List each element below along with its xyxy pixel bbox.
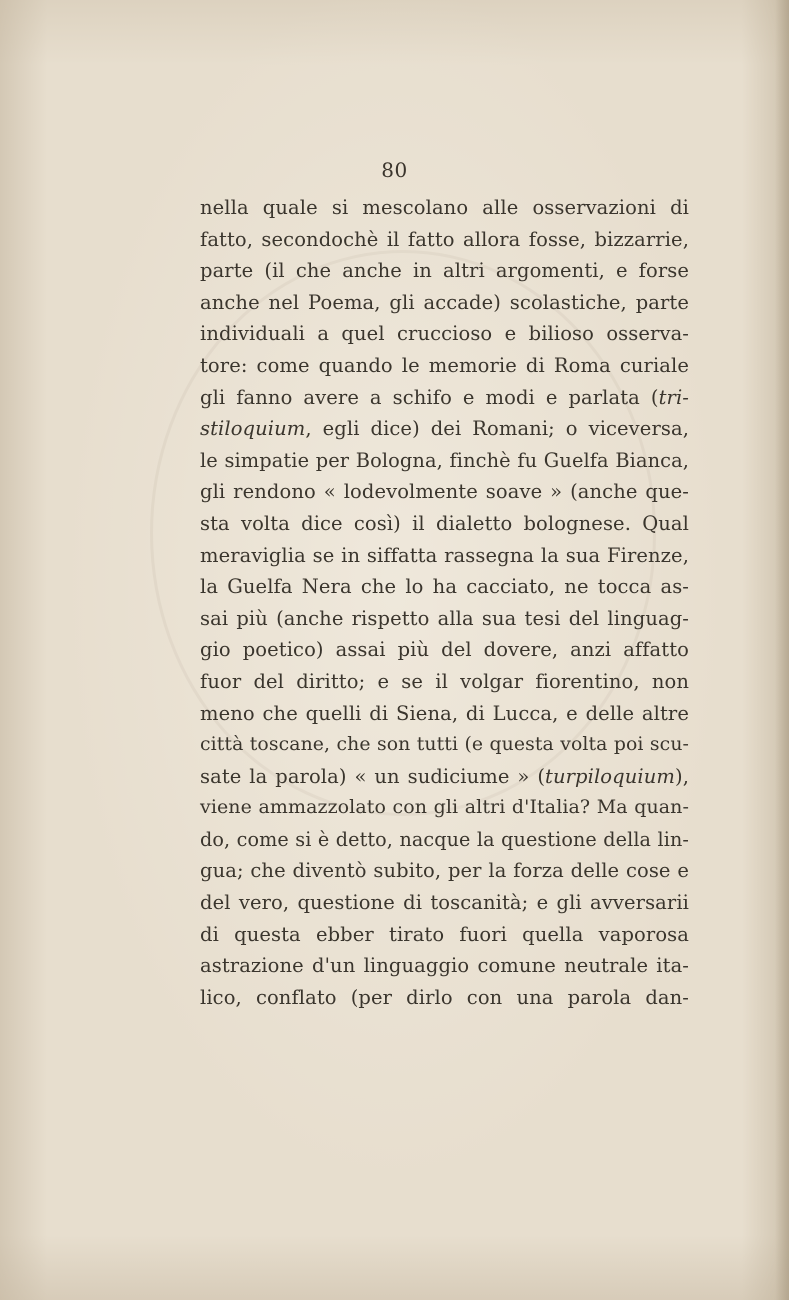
text-line: sate la parola) « un sudiciume » (turpiloquium), [200, 764, 689, 788]
text-line: anche nel Poema, gli accade) scolastiche, parte [200, 290, 689, 314]
text-line: città toscane, che son tutti (e questa volta poi scu- [200, 734, 689, 756]
body-text [200, 192, 689, 1013]
text-line: del vero, questione di toscanità; e gli avversarii [200, 891, 689, 915]
text-line: fatto, secondochè il fatto allora fosse, bizzarrie, [200, 227, 689, 251]
text-line: gua; che diventò subito, per la forza delle cose e [200, 859, 689, 883]
text-line: lico, conflato (per dirlo con una parola dan- [200, 985, 689, 1009]
text-line: nella quale si mescolano alle osservazioni di [200, 196, 689, 219]
text-line: individuali a quel cruccioso e bilioso osserva- [200, 322, 689, 346]
text-line: la Guelfa Nera che lo ha cacciato, ne tocca as- [200, 575, 689, 599]
text-line: gli rendono « lodevolmente soave » (anche que- [200, 480, 689, 504]
text-line: viene ammazzolato con gli altri d'Italia? Ma quan- [200, 796, 689, 819]
text-line: meraviglia se in siffatta rassegna la sua Firenze, [200, 543, 689, 567]
text-line: tore: come quando le memorie di Roma curiale [200, 353, 689, 377]
text-line: gli fanno avere a schifo e modi e parlata (tri- [200, 385, 689, 409]
text-line: fuor del diritto; e se il volgar fiorentino, non [200, 669, 689, 693]
page-edge-shadow [775, 0, 789, 1300]
text-line: parte (il che anche in altri argomenti, e forse [200, 259, 689, 283]
page-number: 80 [381, 158, 408, 182]
text-line: astrazione d'un linguaggio comune neutrale ita- [200, 954, 689, 978]
italic-word: turpiloquium [545, 764, 675, 788]
text-line: sta volta dice così) il dialetto bolognese. Qual [200, 511, 689, 535]
text-line: gio poetico) assai più del dovere, anzi affatto [200, 638, 689, 662]
italic-word: tri- [658, 385, 689, 409]
italic-word: stiloquium [200, 417, 306, 441]
text-line: stiloquium, egli dice) dei Romani; o viceversa, [200, 417, 689, 441]
text-line: le simpatie per Bologna, finchè fu Guelfa Bianca, [200, 448, 689, 472]
text-line: do, come si è detto, nacque la questione della lin- [200, 827, 689, 851]
text-line: meno che quelli di Siena, di Lucca, e delle altre [200, 701, 689, 725]
text-line: di questa ebber tirato fuori quella vaporosa [200, 922, 689, 946]
text-line: sai più (anche rispetto alla sua tesi del linguag- [200, 606, 689, 630]
